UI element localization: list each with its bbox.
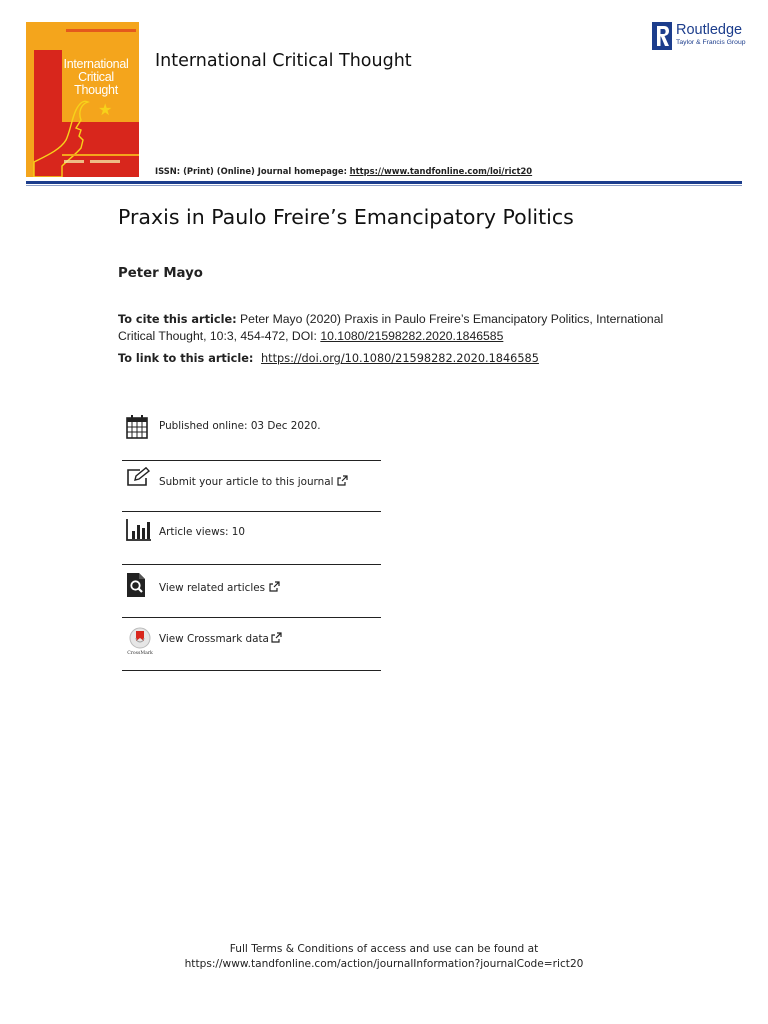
routledge-r-icon (652, 22, 672, 50)
header-divider-thin (26, 185, 742, 186)
cite-doi-link[interactable]: 10.1080/21598282.2020.1846585 (320, 329, 504, 343)
row-divider (122, 564, 381, 565)
submit-article-link[interactable] (159, 475, 348, 488)
publisher-name: Routledge (676, 22, 743, 38)
related-articles-label: View related articles (159, 582, 266, 594)
calendar-icon (126, 415, 148, 439)
routledge-logo[interactable] (652, 22, 747, 52)
citation-block (118, 311, 678, 344)
crossmark-link[interactable] (159, 632, 282, 645)
published-row (122, 414, 381, 444)
bar-chart-icon (126, 519, 152, 541)
star-icon: ★ (98, 100, 113, 119)
journal-homepage-link[interactable]: https://www.tandfonline.com/loi/rict20 (349, 166, 533, 176)
issn-label: ISSN: (Print) (Online) Journal homepage: (155, 166, 347, 176)
row-divider (122, 617, 381, 618)
submit-row[interactable] (122, 466, 381, 496)
cover-title-line: International (63, 57, 129, 71)
row-divider (122, 460, 381, 461)
search-document-icon (126, 572, 148, 598)
footer-terms-link[interactable]: https://www.tandfonline.com/action/journalInformation?journalCode=rict20 (184, 958, 584, 970)
journal-title[interactable]: International Critical Thought (155, 51, 412, 71)
related-row[interactable] (122, 571, 381, 601)
row-divider (122, 511, 381, 512)
views-row (122, 518, 381, 548)
cover-title-line: Critical (78, 70, 114, 84)
cite-label: To cite this article: (118, 313, 237, 326)
external-link-icon (269, 581, 280, 592)
article-views: Article views: 10 (159, 526, 246, 538)
header-divider (26, 181, 742, 184)
footer-line: Full Terms & Conditions of access and use can be found at (229, 943, 539, 955)
external-link-icon (337, 475, 348, 486)
row-divider (122, 670, 381, 671)
published-date: Published online: 03 Dec 2020. (159, 420, 321, 432)
footer-terms (0, 942, 768, 972)
journal-cover-image (26, 22, 139, 177)
related-articles-link[interactable] (159, 581, 280, 594)
cover-title-line: Thought (74, 83, 118, 97)
publisher-group: Taylor & Francis Group (676, 39, 746, 46)
cite-text: Peter Mayo (2020) Praxis in Paulo Freire’s Emancipatory Politics, International Critical Thought, 10:3, 454-472, DOI: (118, 312, 664, 343)
edit-icon (126, 467, 152, 487)
crossmark-icon (126, 626, 154, 656)
article-doi-link[interactable]: https://doi.org/10.1080/21598282.2020.1846585 (261, 352, 539, 365)
svg-text:CrossMark: CrossMark (127, 651, 153, 656)
article-author: Peter Mayo (118, 266, 203, 281)
crossmark-row[interactable] (122, 624, 381, 656)
submit-article-label: Submit your article to this journal (159, 476, 334, 488)
crossmark-label: View Crossmark data (159, 633, 269, 645)
link-line (118, 352, 539, 365)
link-label: To link to this article: (118, 352, 254, 365)
issn-line (155, 166, 532, 176)
article-title: Praxis in Paulo Freire’s Emancipatory Politics (118, 205, 574, 229)
external-link-icon (271, 632, 282, 643)
